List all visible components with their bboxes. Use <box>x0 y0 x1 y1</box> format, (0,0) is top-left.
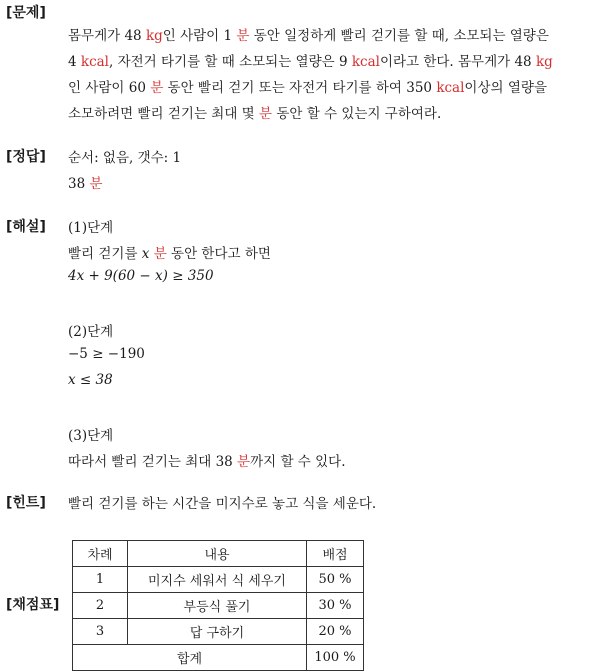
text: 인 사람이 1 <box>162 28 237 44</box>
unit: 분 <box>237 454 251 470</box>
total-value-cell: 100 % <box>307 645 364 671</box>
unit: kcal <box>436 80 465 96</box>
table-cell: 2 <box>73 593 128 619</box>
text: 동안 한다고 하면 <box>166 246 271 262</box>
hint-text: 빨리 걷기를 하는 시간을 미지수로 놓고 식을 세운다. <box>68 496 377 512</box>
unit: kg <box>535 54 553 70</box>
total-label-cell: 합계 <box>73 645 307 671</box>
unit: 분 <box>236 28 250 44</box>
text: 4 <box>68 54 81 70</box>
explanation-label: [해설] <box>6 219 46 235</box>
text: 38 <box>68 176 90 192</box>
step-1-title: (1)단계 <box>68 220 114 236</box>
rubric-label: [채점표] <box>6 597 60 613</box>
text: 소모하려면 빨리 걷기는 최대 몇 <box>68 106 259 122</box>
step-3-text <box>68 450 346 470</box>
text: 인 사람이 60 <box>68 80 151 96</box>
step-3-title: (3)단계 <box>68 428 114 444</box>
table-cell: 답 구하기 <box>128 619 307 645</box>
problem-line-3 <box>68 76 547 96</box>
table-cell: 3 <box>73 619 128 645</box>
header-cell: 차례 <box>73 541 128 567</box>
unit: 분 <box>259 106 273 122</box>
text: 동안 일정하게 빨리 걷기를 할 때, 소모되는 열량은 <box>249 28 549 44</box>
table-row <box>73 567 364 593</box>
step-2-line-1: −5 ≥ −190 <box>68 346 145 362</box>
text: 이상의 열량을 <box>464 80 547 96</box>
unit: kg <box>145 28 163 44</box>
hint-label: [힌트] <box>6 495 46 511</box>
problem-line-4 <box>68 102 441 122</box>
unit: kcal <box>351 54 380 70</box>
rubric-table <box>72 540 364 671</box>
step-2-title: (2)단계 <box>68 324 114 340</box>
answer-label: [정답] <box>6 149 46 165</box>
table-cell: 부등식 풀기 <box>128 593 307 619</box>
table-row <box>73 619 364 645</box>
step-1-text <box>68 242 271 262</box>
text: , 자전거 타기를 할 때 소모되는 열량은 9 <box>109 54 352 70</box>
unit: kcal <box>80 54 109 70</box>
unit: 분 <box>89 176 103 192</box>
problem-label: [문제] <box>6 5 46 21</box>
text: 동안 할 수 있는지 구하여라. <box>272 106 442 122</box>
text: 까지 할 수 있다. <box>250 454 346 470</box>
table-cell: 30 % <box>307 593 364 619</box>
answer-meta: 순서: 없음, 갯수: 1 <box>68 150 182 166</box>
variable: x <box>141 246 150 262</box>
unit: 분 <box>149 246 167 262</box>
table-header-row <box>73 541 364 567</box>
step-1-inequality: 4x + 9(60 − x) ≥ 350 <box>68 268 214 284</box>
table-total-row <box>73 645 364 671</box>
problem-line-1 <box>68 24 549 44</box>
problem-line-2 <box>68 50 553 70</box>
header-cell: 내용 <box>128 541 307 567</box>
text: 이라고 한다. 몸무게가 48 <box>379 54 536 70</box>
unit: 분 <box>150 80 164 96</box>
table-cell: 20 % <box>307 619 364 645</box>
answer-value <box>68 172 103 192</box>
table-row <box>73 593 364 619</box>
table-cell: 미지수 세워서 식 세우기 <box>128 567 307 593</box>
text: 따라서 빨리 걷기는 최대 38 <box>68 454 238 470</box>
table-cell: 50 % <box>307 567 364 593</box>
table-cell: 1 <box>73 567 128 593</box>
text: 몸무게가 48 <box>68 28 146 44</box>
text: 동안 빨리 걷기 또는 자전거 타기를 하여 350 <box>163 80 437 96</box>
step-2-line-2: x ≤ 38 <box>68 372 113 388</box>
text: 빨리 걷기를 <box>68 246 142 262</box>
header-cell: 배점 <box>307 541 364 567</box>
